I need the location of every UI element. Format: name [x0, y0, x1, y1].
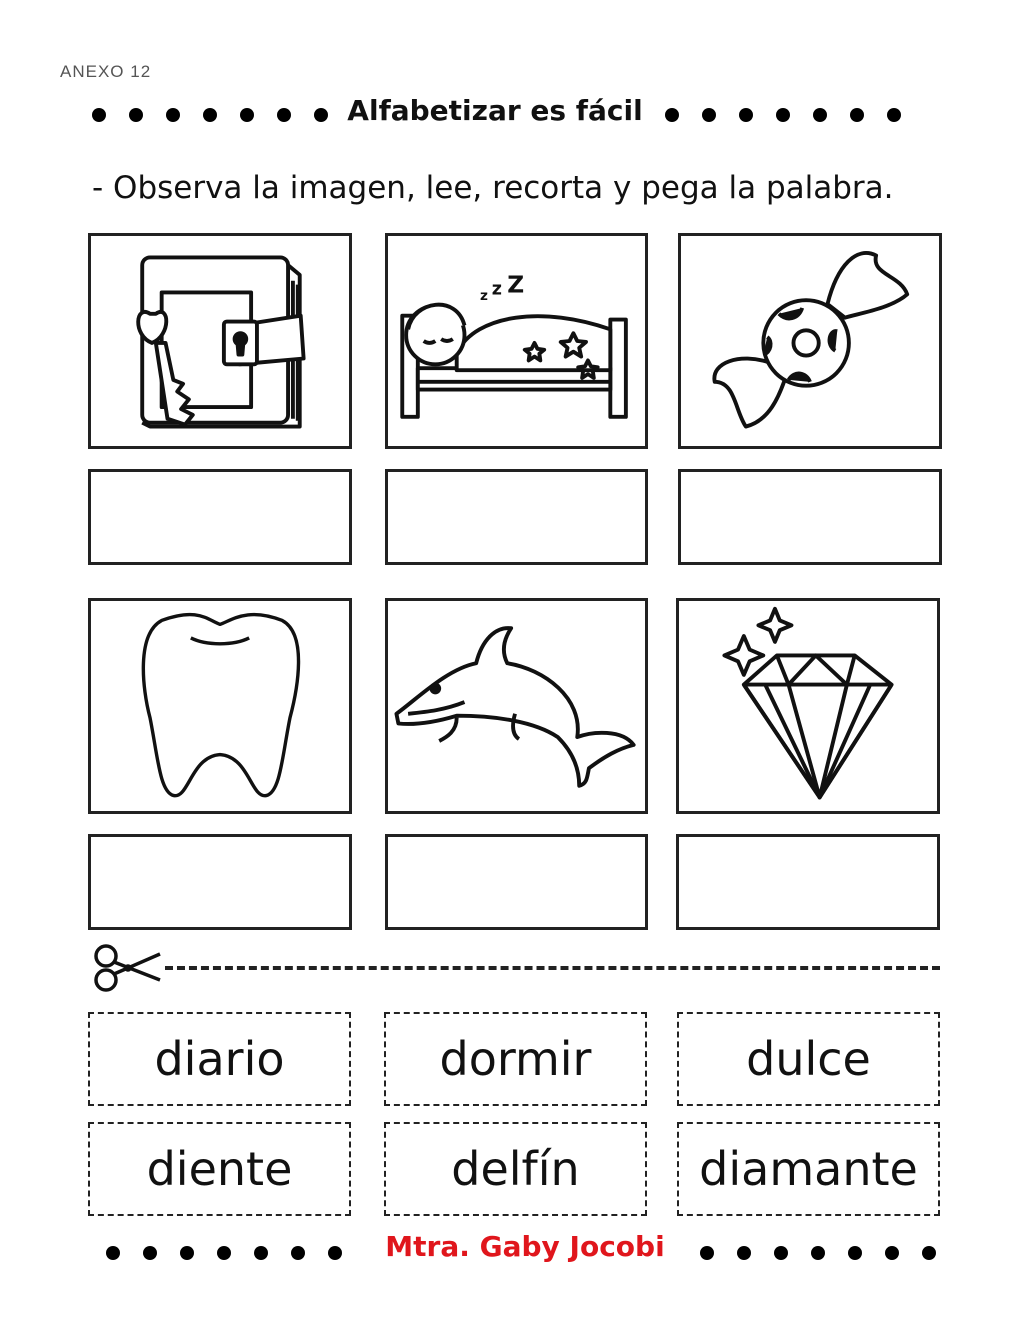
candy-icon [681, 236, 939, 446]
word-card-delfin[interactable]: delfín [384, 1122, 647, 1216]
diary-with-key-icon [91, 236, 349, 446]
answer-box-5[interactable] [385, 834, 648, 930]
page-title: Alfabetizar es fácil [347, 94, 643, 127]
bottom-dots-right [700, 1246, 936, 1260]
picture-box-diary [88, 233, 352, 449]
answer-box-4[interactable] [88, 834, 352, 930]
svg-text:z: z [480, 288, 488, 305]
top-dots-right [665, 108, 901, 122]
cut-line [165, 966, 940, 970]
instruction-text: - Observa la imagen, lee, recorta y pega la palabra. [92, 170, 894, 206]
tooth-icon [91, 601, 349, 811]
word-card-dulce[interactable]: dulce [677, 1012, 940, 1106]
author-signature: Mtra. Gaby Jocobi [385, 1230, 665, 1263]
diamond-icon [679, 601, 937, 811]
answer-box-3[interactable] [678, 469, 942, 565]
sleeping-child-icon [388, 236, 645, 446]
answer-box-6[interactable] [676, 834, 940, 930]
dolphin-icon [388, 601, 645, 811]
picture-box-candy [678, 233, 942, 449]
word-card-diamante[interactable]: diamante [677, 1122, 940, 1216]
scissors-icon [90, 940, 162, 996]
word-card-dormir[interactable]: dormir [384, 1012, 647, 1106]
picture-box-tooth [88, 598, 352, 814]
svg-text:Z: Z [507, 270, 525, 299]
bottom-dots-left [106, 1246, 342, 1260]
answer-box-1[interactable] [88, 469, 352, 565]
picture-box-dolphin [385, 598, 648, 814]
picture-box-sleeping [385, 233, 648, 449]
svg-text:z: z [491, 279, 502, 300]
word-card-diario[interactable]: diario [88, 1012, 351, 1106]
top-dots-left [92, 108, 328, 122]
word-card-diente[interactable]: diente [88, 1122, 351, 1216]
annex-label: ANEXO 12 [60, 62, 152, 81]
picture-box-diamond [676, 598, 940, 814]
answer-box-2[interactable] [385, 469, 648, 565]
